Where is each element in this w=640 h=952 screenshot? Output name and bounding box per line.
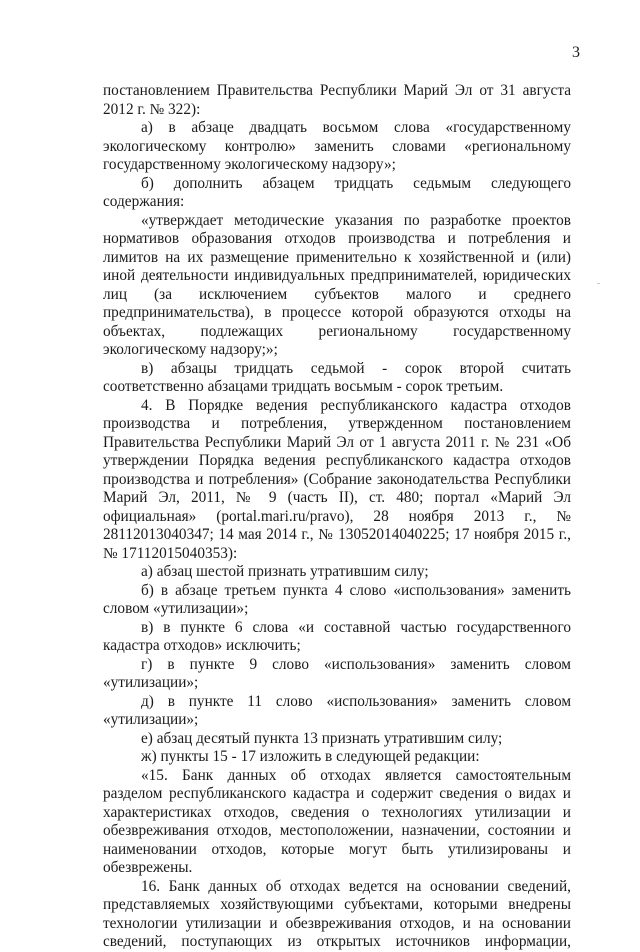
paragraph: постановлением Правительства Республики Марий Эл от 31 августа 2012 г. № 322): (103, 82, 571, 118)
document-body (103, 82, 571, 952)
paragraph: ж) пункты 15 - 17 изложить в следующей редакции: (141, 748, 480, 765)
paragraph: б) дополнить абзацем тридцать седьмым следующего содержания: (103, 174, 571, 210)
paragraph: в) в пункте 6 слова «и составной частью государственного кадастра отходов» исключить; (103, 618, 571, 654)
paragraph: г) в пункте 9 слово «использования» заменить словом «утилизации»; (103, 655, 571, 691)
paragraph: «утверждает методические указания по разработке проектов нормативов образования отходов производства и потребления и лимитов на их размещение применительно к хозяйственной и (или) иной деятельности индивидуальных предпринимателей, юридических лиц (за исключением субъектов малого и среднего предпринимательства), в процессе которой образуются отходы на объектах, подлежащих региональному государственному экологическому надзору;»; (103, 211, 571, 358)
paragraph: «15. Банк данных об отходах является самостоятельным разделом республиканского кадастра и содержит сведения о видах и характеристиках отходов, сведения о технологиях утилизации и обезвреживания отходов, местоположении, назначении, состоянии и наименовании отходов, которые могут быть утилизированы и обезврежены. (103, 766, 571, 876)
paragraph: а) в абзаце двадцать восьмом слова «государственному экологическому контролю» заменить словами «региональному государственному экологическому надзору»; (103, 119, 571, 173)
paragraph: б) в абзаце третьем пункта 4 слово «использования» заменить словом «утилизации»; (103, 581, 571, 617)
paragraph: 4. В Порядке ведения республиканского кадастра отходов производства и потребления, утвержденном постановлением Правительства Республики Марий Эл от 1 августа 2011 г. № 231 «Об утверждении Порядка ведения республиканского кадастра отходов производства и потребления» (Собрание законодательства Республики Марий Эл, 2011, № 9 (часть II), ст. 480; портал «Марий Эл официальная» (portal.mari.ru/pravo), 28 ноября 2013 г., № 28112013040347; 14 мая 2014 г., № 13052014040225; 17 ноября 2015 г., № 17112015040353): (103, 396, 571, 562)
paragraph: в) абзацы тридцать седьмой - сорок второй считать соответственно абзацами тридцать восьмым - сорок третьим. (103, 359, 571, 395)
paragraph: е) абзац десятый пункта 13 признать утратившим силу; (141, 729, 503, 747)
scan-speck (597, 283, 600, 284)
paragraph: д) в пункте 11 слово «использования» заменить словом «утилизации»; (103, 692, 571, 728)
page-number: 3 (572, 44, 580, 61)
paragraph: 16. Банк данных об отходах ведется на основании сведений, представляемых хозяйствующими субъектами, которыми внедрены технологии утилизации и обезвреживания отходов, и на основании сведений, поступающих из открытых источников информации, (103, 877, 571, 950)
paragraph: а) абзац шестой признать утратившим силу; (141, 563, 429, 580)
